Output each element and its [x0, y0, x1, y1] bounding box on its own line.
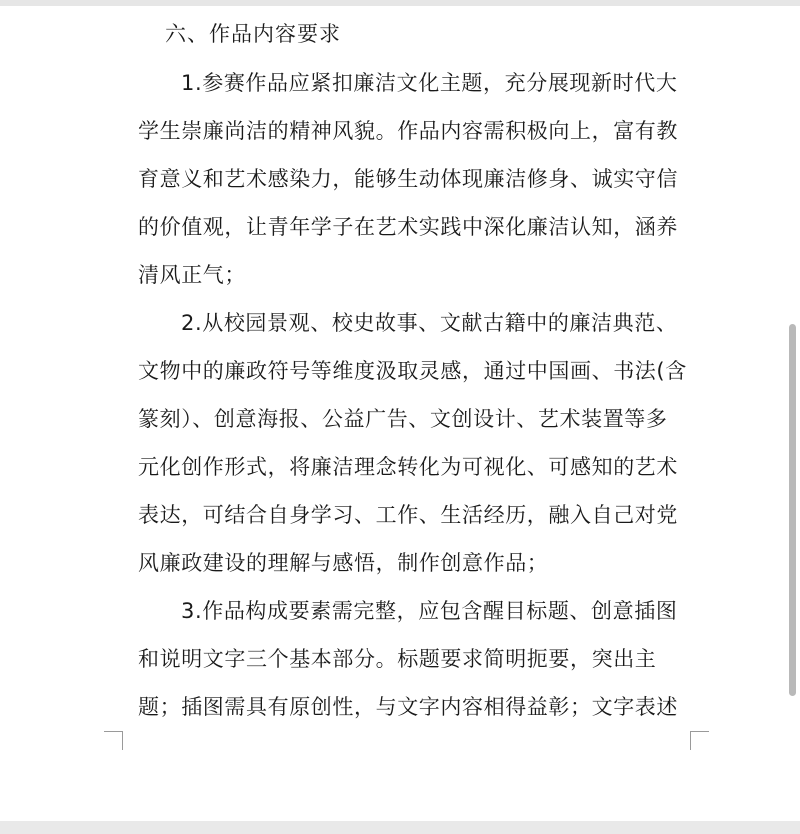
paragraph-line: 学生崇廉尚洁的精神风貌。作品内容需积极向上，富有教 [138, 119, 678, 143]
page-corner-mark-right [690, 731, 709, 750]
paragraph-line: 表达，可结合自身学习、工作、生活经历，融入自己对党 [138, 503, 678, 527]
document-page [0, 6, 800, 821]
paragraph-line: 文物中的廉政符号等维度汲取灵感，通过中国画、书法(含 [138, 359, 687, 383]
paragraph-line: 育意义和艺术感染力，能够生动体现廉洁修身、诚实守信 [138, 167, 678, 191]
paragraph-line: 3.作品构成要素需完整，应包含醒目标题、创意插图 [181, 599, 678, 623]
paragraph-line: 元化创作形式，将廉洁理念转化为可视化、可感知的艺术 [138, 455, 678, 479]
page-corner-mark-left [104, 731, 123, 750]
paragraph-line: 的价值观，让青年学子在艺术实践中深化廉洁认知，涵养 [138, 215, 678, 239]
bottom-strip [0, 821, 800, 834]
section-heading: 六、作品内容要求 [165, 22, 341, 46]
vertical-scrollbar[interactable] [789, 324, 796, 696]
paragraph-line: 清风正气； [138, 263, 246, 287]
paragraph-line: 题；插图需具有原创性，与文字内容相得益彰；文字表述 [138, 695, 678, 719]
paragraph-line: 和说明文字三个基本部分。标题要求简明扼要，突出主 [138, 647, 657, 671]
paragraph-line: 风廉政建设的理解与感悟，制作创意作品； [138, 551, 549, 575]
paragraph-line: 篆刻）、创意海报、公益广告、文创设计、艺术装置等多 [138, 407, 668, 431]
paragraph-line: 2.从校园景观、校史故事、文献古籍中的廉洁典范、 [181, 311, 678, 335]
paragraph-line: 1.参赛作品应紧扣廉洁文化主题，充分展现新时代大 [181, 71, 678, 95]
